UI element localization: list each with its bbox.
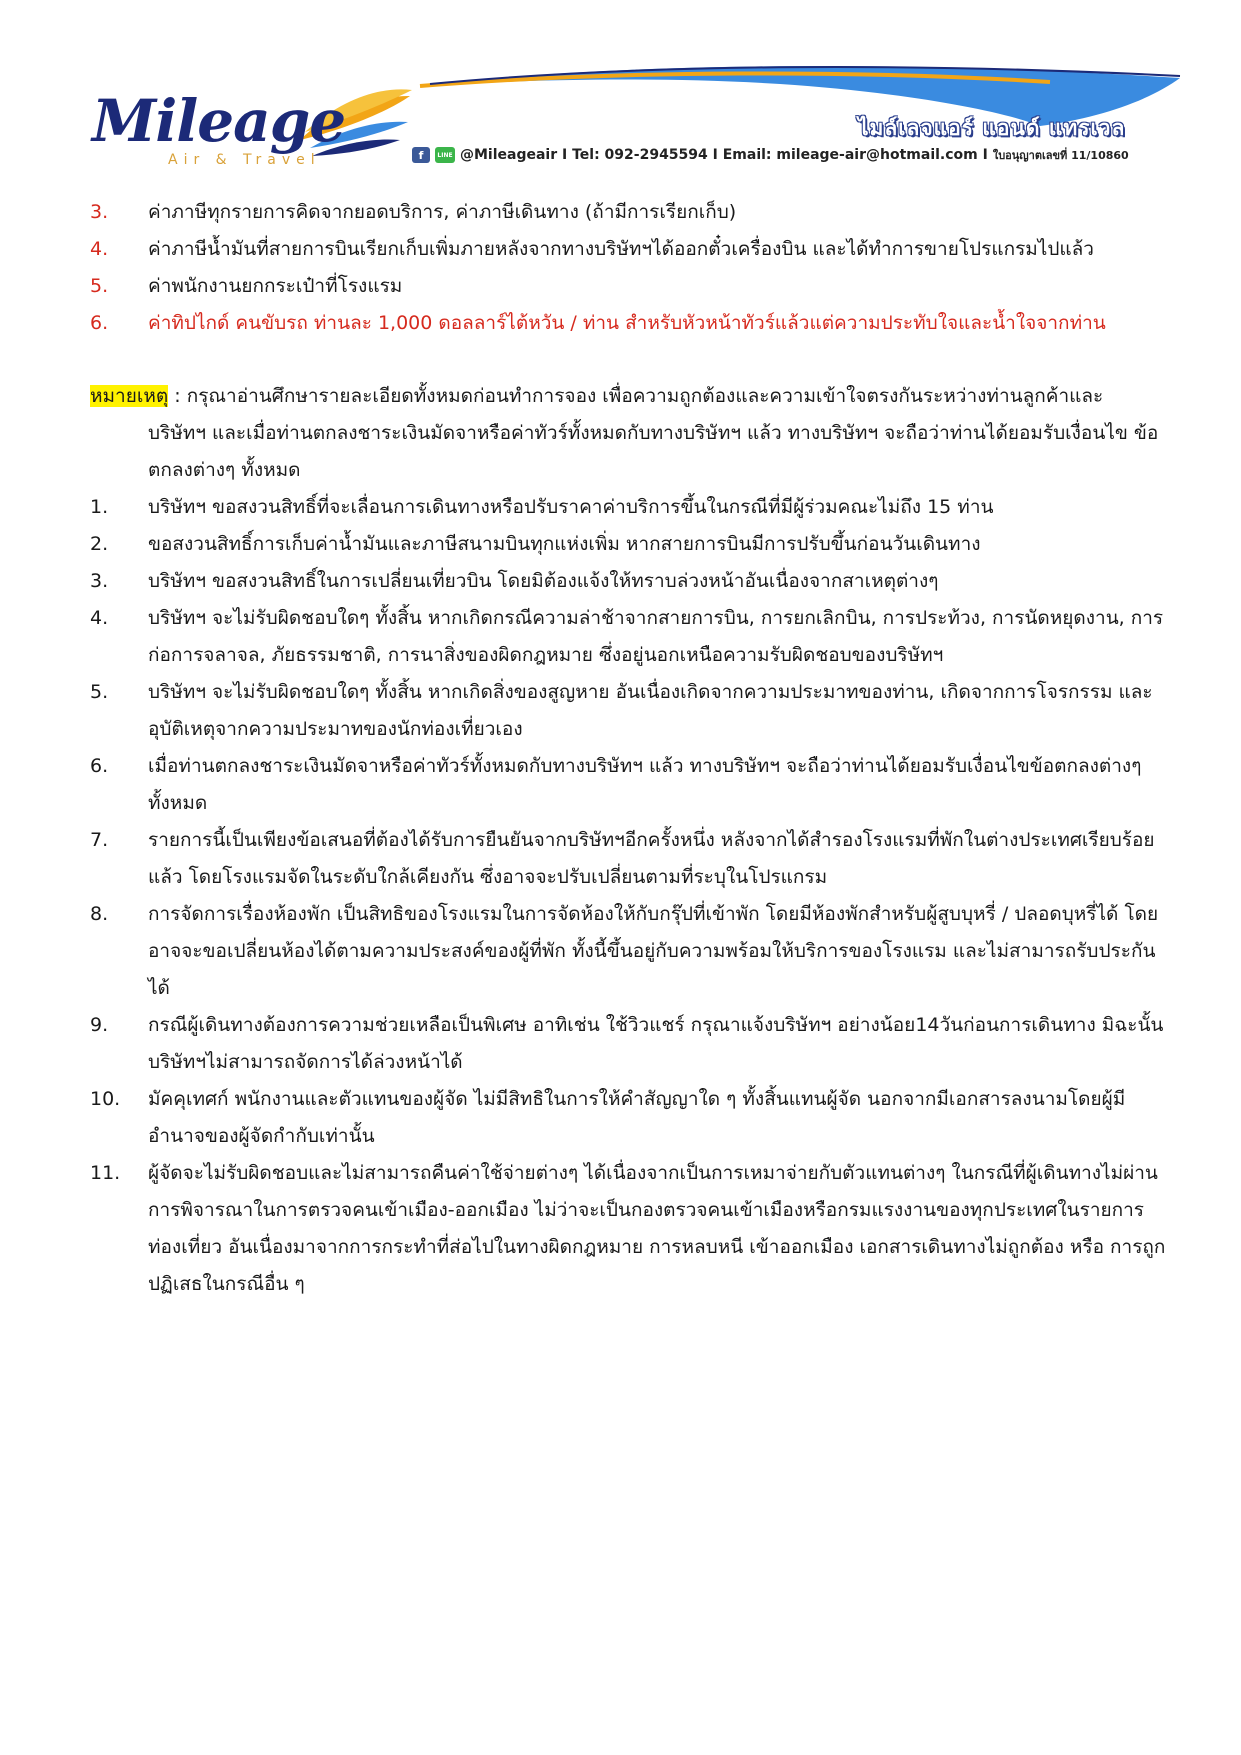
list-item <box>90 268 1175 305</box>
list-item <box>90 896 1175 1007</box>
list-text: ค่าภาษีทุกรายการคิดจากยอดบริการ, ค่าภาษีเดินทาง (ถ้ามีการเรียกเก็บ) <box>148 201 737 223</box>
list-item <box>90 600 1175 674</box>
list-item <box>90 526 1175 563</box>
list-number: 6. <box>90 312 109 334</box>
list-item <box>90 822 1175 896</box>
note-label: หมายเหตุ <box>90 385 169 407</box>
list-number: 2. <box>90 533 109 555</box>
list-text: ค่าทิปไกด์ คนขับรถ ท่านละ 1,000 ดอลลาร์ไต้หวัน / ท่าน สำหรับหัวหน้าทัวร์แล้วแต่ความประทับใจและน้ำใจจากท่าน <box>148 312 1106 334</box>
list-item <box>90 1081 1175 1155</box>
brand-thai-name: ไมล์เลจแอร์ แอนด์ แทรเวล <box>858 116 1126 140</box>
list-number: 4. <box>90 238 109 260</box>
contact-details: @Mileageair I Tel: 092-2945594 I Email: mileage-air@hotmail.com I <box>460 147 988 163</box>
list-text: บริษัทฯ จะไม่รับผิดชอบใดๆ ทั้งสิ้น หากเกิดกรณีความล่าช้าจากสายการบิน, การยกเลิกบิน, การประท้วง, การนัดหยุดงาน, การก่อการจลาจล, ภัยธรรมชาติ, การนาสิ่งของผิดกฎหมาย ซึ่งอยู่นอกเหนือความรับผิดชอบของบริษัทฯ <box>148 607 1164 666</box>
license-number: ใบอนุญาตเลขที่ 11/10860 <box>992 149 1129 162</box>
list-item <box>90 748 1175 822</box>
note-continuation: บริษัทฯ และเมื่อท่านตกลงชาระเงินมัดจาหรือค่าทัวร์ทั้งหมดกับทางบริษัทฯ แล้ว ทางบริษัทฯ จะถือว่าท่านได้ยอมรับเงื่อนไข ข้อตกลงต่างๆ ทั้งหมด <box>148 422 1159 481</box>
list-number: 1. <box>90 496 109 518</box>
list-text: บริษัทฯ จะไม่รับผิดชอบใดๆ ทั้งสิ้น หากเกิดสิ่งของสูญหาย อันเนื่องเกิดจากความประมาทของท่าน, เกิดจากการโจรกรรม และ อุบัติเหตุจากความประมาทของนักท่องเที่ยวเอง <box>148 681 1153 740</box>
list-item <box>90 563 1175 600</box>
list-number: 6. <box>90 755 109 777</box>
list-text: มัคคุเทศก์ พนักงานและตัวแทนของผู้จัด ไม่มีสิทธิในการให้คำสัญญาใด ๆ ทั้งสิ้นแทนผู้จัด นอกจากมีเอกสารลงนามโดยผู้มีอำนาจของผู้จัดกำกับเท่านั้น <box>148 1088 1126 1147</box>
list-text: บริษัทฯ ขอสงวนสิทธิ์ในการเปลี่ยนเที่ยวบิน โดยมิต้องแจ้งให้ทราบล่วงหน้าอันเนื่องจากสาเหตุต่างๆ <box>148 570 939 592</box>
list-item <box>90 305 1175 342</box>
logo-tagline: Air & Travel <box>168 152 321 168</box>
list-text: การจัดการเรื่องห้องพัก เป็นสิทธิของโรงแรมในการจัดห้องให้กับกรุ๊ปที่เข้าพัก โดยมีห้องพักสำหรับผู้สูบบุหรี่ / ปลอดบุหรี่ได้ โดยอาจจะขอเปลี่ยนห้องได้ตามความประสงค์ของผู้ที่พัก ทั้งนี้ขึ้นอยู่กับความพร้อมให้บริการของโรงแรม และไม่สามารถรับประกันได้ <box>148 903 1159 999</box>
list-item <box>90 674 1175 748</box>
list-number: 5. <box>90 275 109 297</box>
line-app-icon: LINE <box>435 147 455 163</box>
list-number: 3. <box>90 201 109 223</box>
list-item <box>90 194 1175 231</box>
list-text: เมื่อท่านตกลงชาระเงินมัดจาหรือค่าทัวร์ทั้งหมดกับทางบริษัทฯ แล้ว ทางบริษัทฯ จะถือว่าท่านได้ยอมรับเงื่อนไขข้อตกลงต่างๆ ทั้งหมด <box>148 755 1142 814</box>
list-number: 3. <box>90 570 109 592</box>
list-number: 10. <box>90 1088 121 1110</box>
contact-line <box>412 146 1129 164</box>
list-text: ค่าพนักงานยกกระเป๋าที่โรงแรม <box>148 275 403 297</box>
list-text: ค่าภาษีน้ำมันที่สายการบินเรียกเก็บเพิ่มภายหลังจากทางบริษัทฯได้ออกตั๋วเครื่องบิน และได้ทำการขายโปรแกรมไปแล้ว <box>148 238 1094 260</box>
list-number: 7. <box>90 829 109 851</box>
list-number: 8. <box>90 903 109 925</box>
letterhead <box>0 0 1241 190</box>
list-item <box>90 489 1175 526</box>
list-number: 5. <box>90 681 109 703</box>
list-item <box>90 231 1175 268</box>
list-number: 11. <box>90 1162 121 1184</box>
list-item <box>90 1155 1175 1303</box>
list-text: ผู้จัดจะไม่รับผิดชอบและไม่สามารถคืนค่าใช้จ่ายต่างๆ ได้เนื่องจากเป็นการเหมาจ่ายกับตัวแทนต่างๆ ในกรณีที่ผู้เดินทางไม่ผ่านการพิจารณาในการตรวจคนเข้าเมือง-ออกเมือง ไม่ว่าจะเป็นกองตรวจคนเข้าเมืองหรือกรมแรงงานของทุกประเทศในรายการท่องเที่ยว อันเนื่องมาจากการกระทำที่ส่อไปในทางผิดกฎหมาย การหลบหนี เข้าออกเมือง เอกสารเดินทางไม่ถูกต้อง หรือ การถูกปฏิเสธในกรณีอื่น ๆ <box>148 1162 1166 1295</box>
list-number: 4. <box>90 607 109 629</box>
facebook-icon: f <box>412 147 430 163</box>
note-paragraph <box>90 378 1175 489</box>
list-item <box>90 1007 1175 1081</box>
list-text: บริษัทฯ ขอสงวนสิทธิ์ที่จะเลื่อนการเดินทางหรือปรับราคาค่าบริการขึ้นในกรณีที่มีผู้ร่วมคณะไม่ถึง 15 ท่าน <box>148 496 994 518</box>
list-number: 9. <box>90 1014 109 1036</box>
list-text: ขอสงวนสิทธิ์การเก็บค่าน้ำมันและภาษีสนามบินทุกแห่งเพิ่ม หากสายการบินมีการปรับขึ้นก่อนวันเดินทาง <box>148 533 981 555</box>
list-text: กรณีผู้เดินทางต้องการความช่วยเหลือเป็นพิเศษ อาทิเช่น ใช้วิวแชร์ กรุณาแจ้งบริษัทฯ อย่างน้อย14วันก่อนการเดินทาง มิฉะนั้น บริษัทฯไม่สามารถจัดการได้ล่วงหน้าได้ <box>148 1014 1164 1073</box>
note-text: : กรุณาอ่านศึกษารายละเอียดทั้งหมดก่อนทำการจอง เพื่อความถูกต้องและความเข้าใจตรงกันระหว่างท่านลูกค้าและ <box>174 385 1104 407</box>
logo-wordmark: Mileage <box>92 87 346 155</box>
list-text: รายการนี้เป็นเพียงข้อเสนอที่ต้องได้รับการยืนยันจากบริษัทฯอีกครั้งหนึ่ง หลังจากได้สำรองโรงแรมที่พักในต่างประเทศเรียบร้อยแล้ว โดยโรงแรมจัดในระดับใกล้เคียงกัน ซึ่งอาจจะปรับเปลี่ยนตามที่ระบุในโปรแกรม <box>148 829 1155 888</box>
